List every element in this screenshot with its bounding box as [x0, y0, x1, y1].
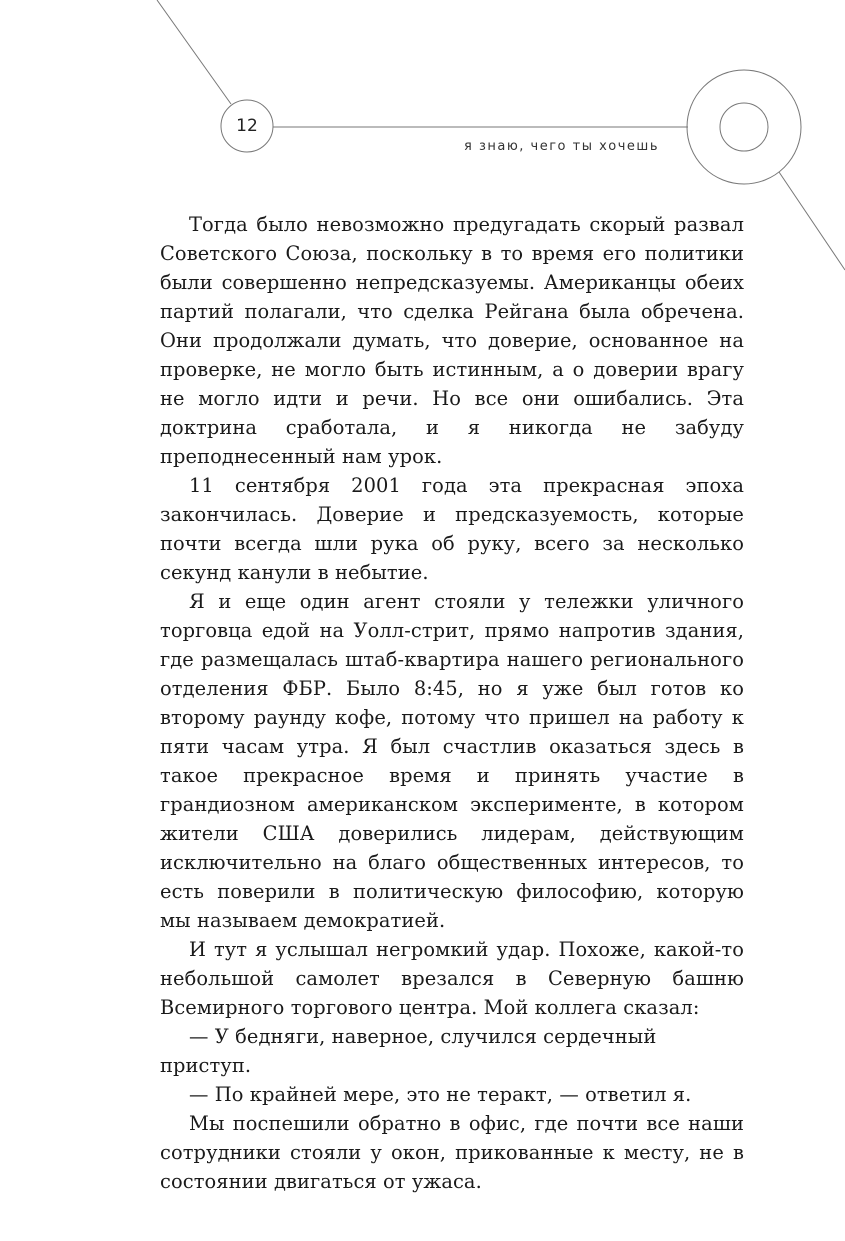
page-number: 12: [236, 116, 258, 136]
dialogue-line: — У бедняги, наверное, случился сердечный приступ.: [160, 1025, 657, 1077]
paragraph: Тогда было невозможно предугадать скорый развал Советского Союза, поскольку в то время его политики были совершенно непредсказуемы. Американцы обеих партий полагали, что сделка Рейгана была обречена. Они продолжали думать, что доверие, основанное на проверке, не могло быть истинным, а о доверии врагу не могло идти и речи. Но все они ошибались. Эта доктрина сработала, и я никогда не забуду преподнесенный нам урок.: [160, 213, 744, 468]
paragraph: Я и еще один агент стояли у тележки уличного торговца едой на Уолл-стрит, прямо напротив здания, где размещалась штаб-квартира нашего регионального отделения ФБР. Было 8:45, но я уже был готов ко второму раунду кофе, потому что пришел на работу к пяти часам утра. Я был счастлив оказаться здесь в такое прекрасное время и принять участие в грандиозном американском эксперименте, в котором жители США доверились лидерам, действующим исключительно на благо общественных интересов, то есть поверили в политическую философию, которую мы называем демократией.: [160, 590, 744, 932]
dialogue-line: — По крайней мере, это не теракт, — ответил я.: [189, 1083, 692, 1106]
inner-ring: [720, 103, 768, 151]
diagonal-line-right: [779, 172, 845, 270]
body-text: [160, 210, 744, 1196]
paragraph: 11 сентября 2001 года эта прекрасная эпоха закончилась. Доверие и предсказуемость, которые почти всегда шли рука об руку, всего за несколько секунд канули в небытие.: [160, 474, 744, 584]
running-title: я знаю, чего ты хочешь: [464, 139, 659, 154]
diagonal-line-left: [157, 0, 231, 104]
outer-ring: [687, 70, 801, 184]
paragraph: И тут я услышал негромкий удар. Похоже, какой-то небольшой самолет врезался в Северную башню Всемирного торгового центра. Мой коллега сказал:: [160, 938, 744, 1019]
paragraph: Мы поспешили обратно в офис, где почти все наши сотрудники стояли у окон, прикованные к месту, не в состоянии двигаться от ужаса.: [160, 1112, 744, 1193]
